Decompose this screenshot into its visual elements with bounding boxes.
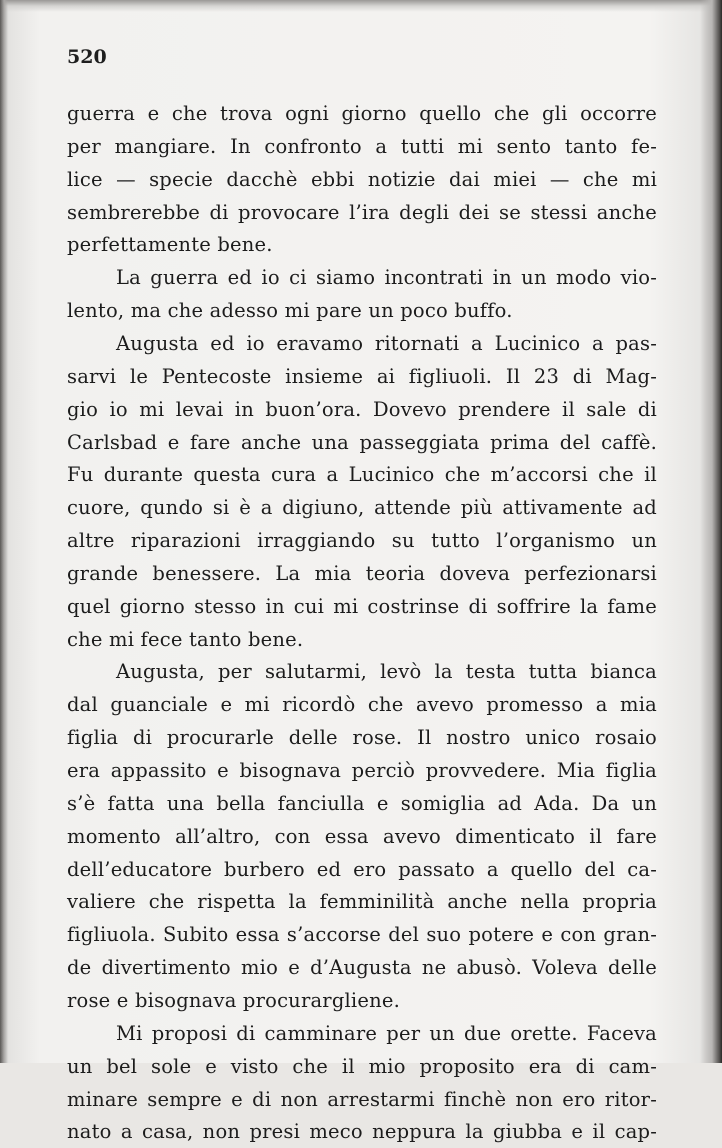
text-line: Augusta ed io eravamo ritornati a Lucinico a pas- — [116, 331, 657, 355]
text-line: La guerra ed io ci siamo incontrati in un modo vio- — [116, 266, 657, 290]
text-line: minare sempre e di non arrestarmi finchè non ero ritor- — [67, 1087, 657, 1111]
text-line: de divertimento mio e d’Augusta ne abusò. Voleva delle — [67, 956, 657, 980]
text-line: figlia di procurarle delle rose. Il nostro unico rosaio — [67, 726, 657, 750]
text-line: dal guanciale e mi ricordò che avevo promesso a mia — [67, 693, 657, 717]
text-line: Augusta, per salutarmi, levò la testa tutta bianca — [116, 660, 657, 684]
text-line: Mi proposi di camminare per un due orette. Faceva — [116, 1021, 657, 1045]
text-line: sembrerebbe di provocare l’ira degli dei se stessi anche — [67, 200, 657, 224]
text-line: sarvi le Pentecoste insieme ai figliuoli. Il 23 di Mag- — [67, 364, 657, 388]
text-line: Carlsbad e fare anche una passeggiata prima del caffè. — [67, 430, 657, 454]
text-line: cuore, qundo si è a digiuno, attende più attivamente ad — [67, 496, 657, 520]
text-line: gio io mi levai in buon’ora. Dovevo prendere il sale di — [67, 397, 657, 421]
text-line: era appassito e bisognava perciò provvedere. Mia figlia — [67, 759, 657, 782]
text-line: s’è fatta una bella fanciulla e somiglia ad Ada. Da un — [67, 791, 657, 815]
text-line: rose e bisognava procurargliene. — [67, 988, 401, 1012]
text-line: lento, ma che adesso mi pare un poco buffo. — [67, 299, 513, 323]
text-line: dell’educatore burbero ed ero passato a quello del ca- — [67, 857, 657, 881]
top-edge-shadow — [0, 0, 722, 12]
page-number: 520 — [67, 46, 107, 68]
text-line: grande benessere. La mia teoria doveva perfezionarsi — [67, 561, 657, 585]
text-line: altre riparazioni irraggiando su tutto l’organismo un — [67, 529, 657, 553]
text-line: quel giorno stesso in cui mi costrinse di soffrire la fame — [67, 594, 657, 618]
text-line: Fu durante questa cura a Lucinico che m’accorsi che il — [67, 463, 657, 487]
right-page-edge — [700, 0, 722, 1063]
text-line: figliuola. Subito essa s’accorse del suo potere e con gran- — [67, 923, 657, 947]
text-line: che mi fece tanto bene. — [67, 627, 304, 651]
text-line: momento all’altro, con essa avevo dimenticato il fare — [67, 824, 657, 848]
text-line: valiere che rispetta la femminilità anche nella propria — [67, 890, 657, 914]
text-line: lice — specie dacchè ebbi notizie dai miei — che mi — [67, 167, 657, 191]
text-line: per mangiare. In confronto a tutti mi sento tanto fe- — [67, 134, 657, 158]
text-line: perfettamente bene. — [67, 233, 273, 257]
left-page-edge — [0, 0, 8, 1063]
text-line: guerra e che trova ogni giorno quello che gli occorre — [67, 102, 657, 125]
text-line: un bel sole e visto che il mio proposito era di cam- — [67, 1054, 657, 1078]
text-line: nato a casa, non presi meco neppura la giubba e il cap- — [67, 1120, 657, 1144]
